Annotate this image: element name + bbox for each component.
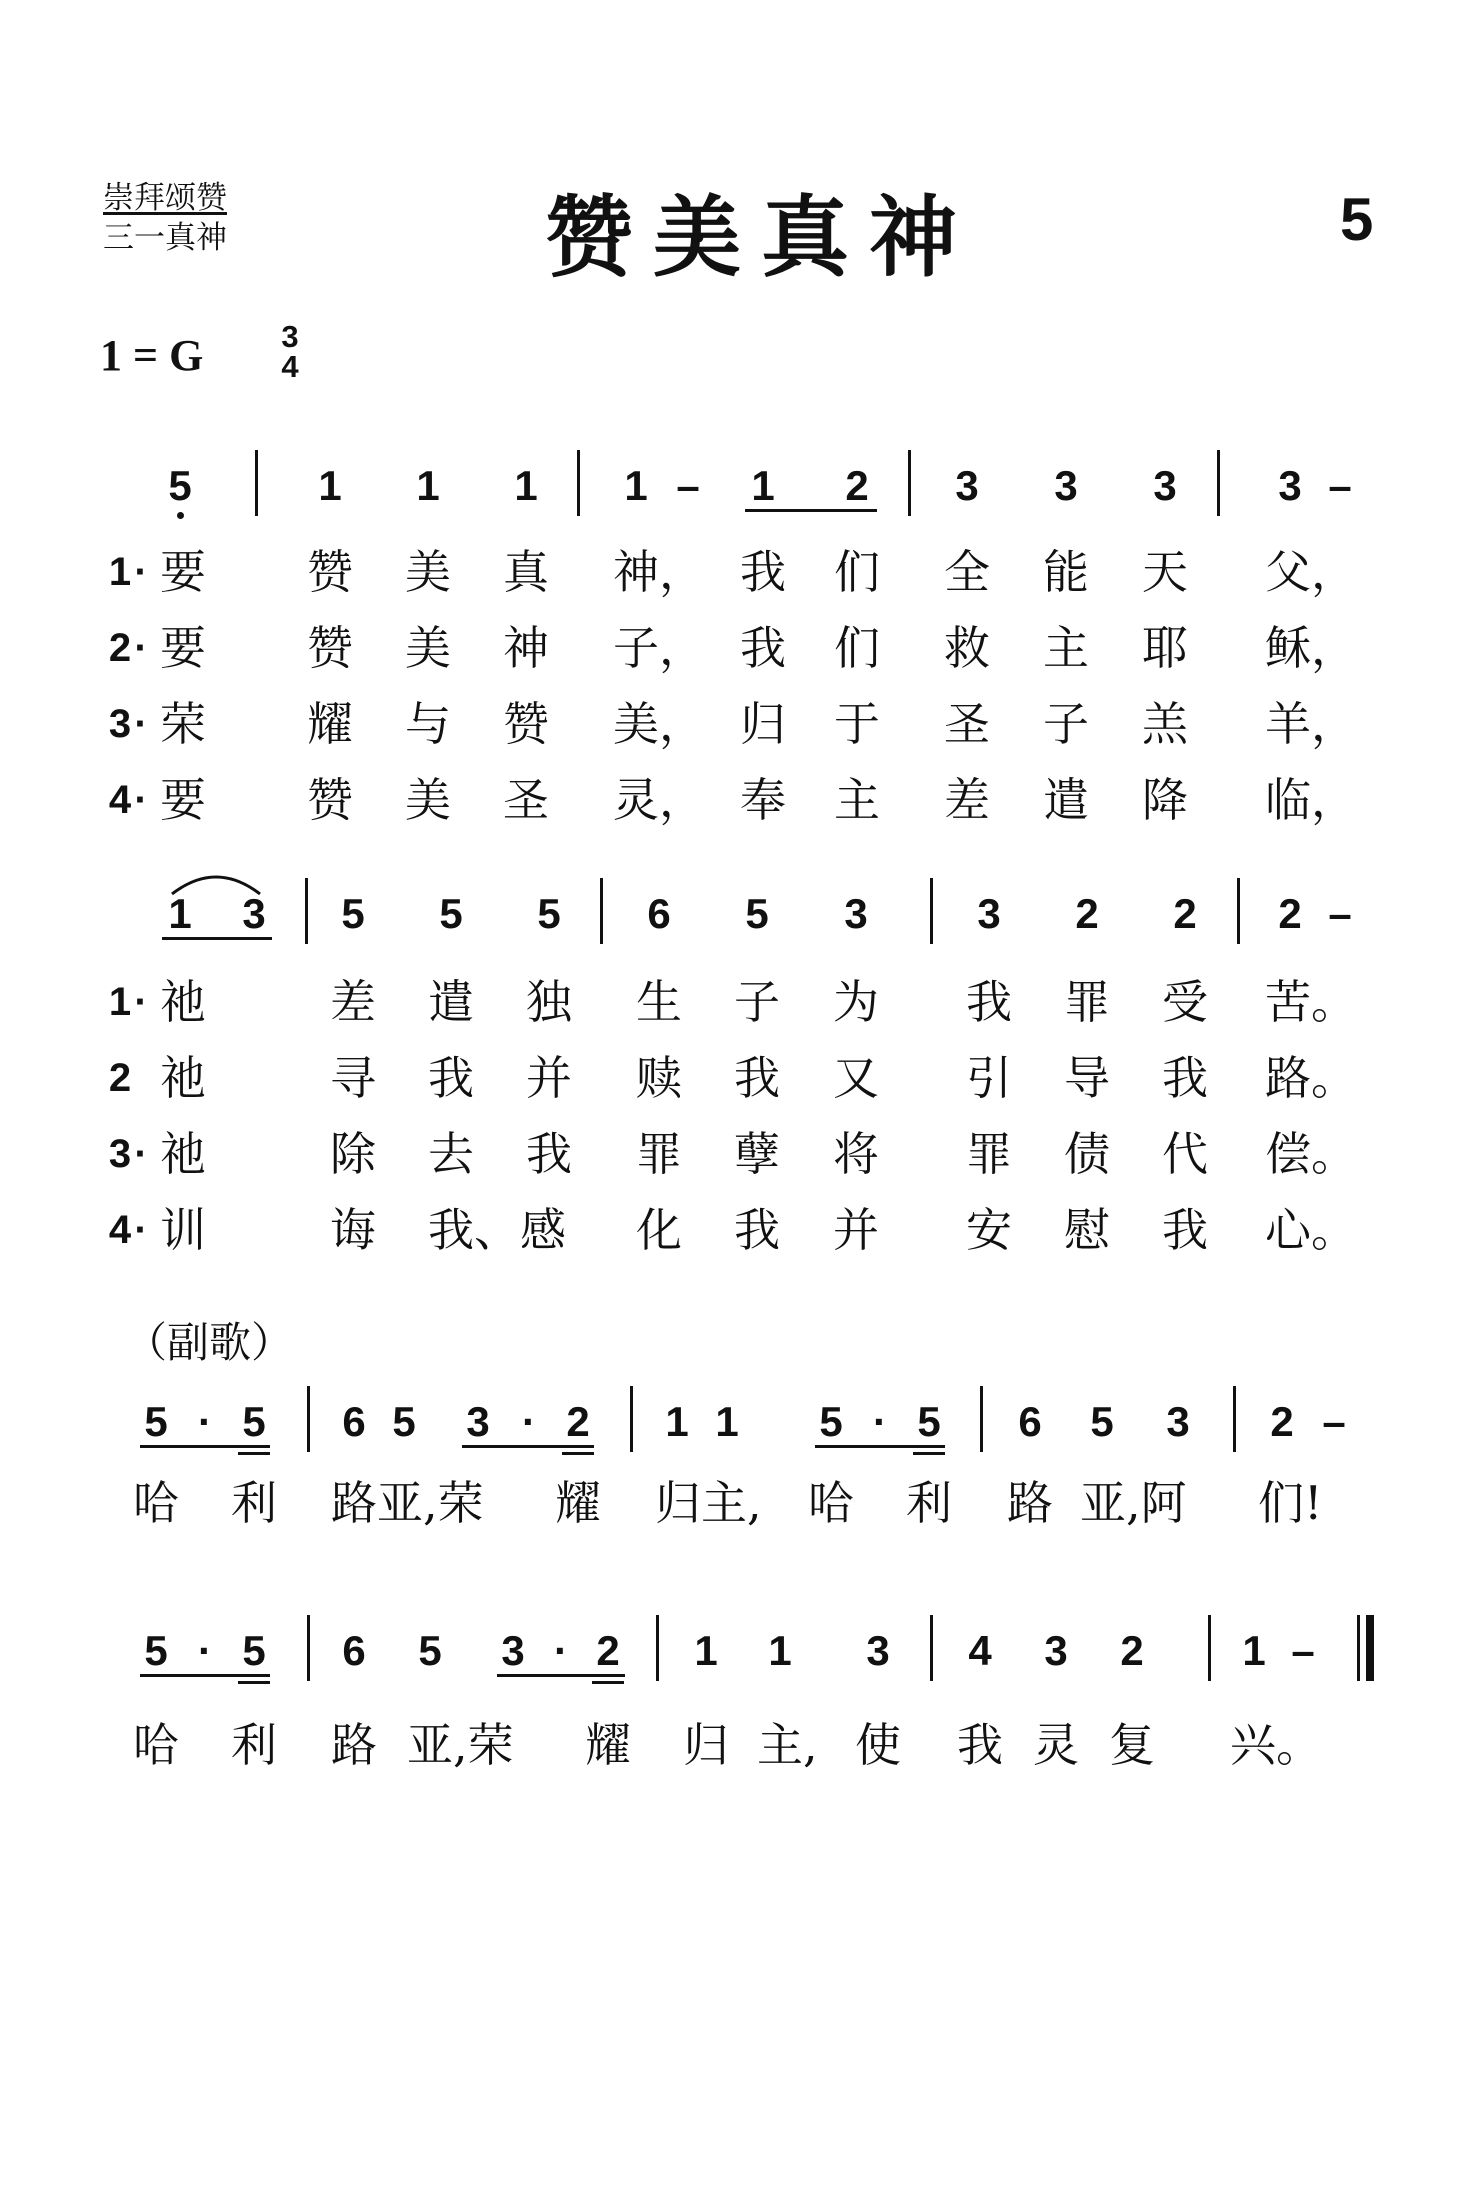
lyric: 差 [330, 975, 376, 1029]
lyric: 慰 [1064, 1203, 1110, 1257]
lyric: 圣 [944, 697, 990, 751]
lyric: 耀 [585, 1718, 631, 1772]
page-title: 赞美真神 [545, 185, 978, 289]
lyric: 罪 [1064, 975, 1110, 1029]
lyric: 降 [1142, 773, 1188, 827]
lyric: 我、感 [428, 1203, 566, 1257]
beam-underline-second [238, 1681, 270, 1684]
category-label: 崇拜颂赞 [103, 180, 227, 216]
barline [307, 1386, 310, 1452]
lyric: 罪 [966, 1127, 1012, 1181]
note: 5 [819, 1398, 843, 1445]
lyric: 救 [944, 621, 990, 675]
lyric: 路。 [1265, 1051, 1357, 1105]
lyric: 圣 [503, 773, 549, 827]
note: 1 [1242, 1627, 1266, 1674]
hymn-number: 5 [1340, 186, 1374, 253]
lyric: 债 [1064, 1127, 1110, 1181]
lyric: 与 [405, 697, 451, 751]
lyric: 哈 [133, 1718, 179, 1772]
note: 5 [418, 1627, 442, 1674]
lyric: 奉 [740, 773, 786, 827]
note: 5 [242, 1627, 266, 1674]
lyric: 赞 [307, 545, 353, 599]
lyric: 主 [834, 773, 880, 827]
lyric: 羔 [1142, 697, 1188, 751]
note: 3 [1166, 1398, 1190, 1445]
dot: · [873, 1398, 887, 1445]
lyric: 主 [1043, 621, 1089, 675]
lyric: 们! [1258, 1476, 1323, 1530]
barline [255, 450, 258, 516]
barline [1217, 450, 1220, 516]
note: 5 [341, 890, 365, 937]
lyric: 父， [1265, 545, 1357, 599]
note: 2 [1173, 890, 1197, 937]
beam-underline [745, 509, 877, 512]
lyric: 我 [966, 975, 1012, 1029]
note: 1 [665, 1398, 689, 1445]
lyric: 归 [683, 1718, 729, 1772]
note: 5 [144, 1398, 168, 1445]
lyric: 将 [833, 1127, 879, 1181]
dot: · [198, 1627, 212, 1674]
verse-number: 2 [108, 626, 132, 670]
lyric: 利 [231, 1718, 277, 1772]
lyric: 要 [160, 773, 206, 827]
beam-underline-second [238, 1452, 270, 1455]
lyric: 又 [833, 1051, 879, 1105]
lyric: 利 [231, 1476, 277, 1530]
barline [577, 450, 580, 516]
lyric: 我 [734, 1203, 780, 1257]
lyric: 灵， [613, 773, 705, 827]
lyric: 荣 [160, 697, 206, 751]
barline [630, 1386, 633, 1452]
lyric: 安 [966, 1203, 1012, 1257]
lyric: 耶 [1142, 621, 1188, 675]
barline [307, 1615, 310, 1681]
lyric: 亚,荣 [407, 1718, 514, 1772]
lyric: 为 [833, 975, 879, 1029]
lyric: 去 [428, 1127, 474, 1181]
note: 1 [694, 1627, 718, 1674]
lyric: 全 [944, 545, 990, 599]
time-top: 3 [281, 319, 299, 354]
note: 1 [168, 890, 192, 937]
lyric: 化 [636, 1203, 682, 1257]
lyric: 赎 [636, 1051, 682, 1105]
lyric: 训 [160, 1203, 206, 1257]
final-barline-thin [1357, 1615, 1360, 1681]
lyric: 哈 [808, 1476, 854, 1530]
lyric: 归 [740, 697, 786, 751]
lyric: 祂 [160, 1051, 206, 1105]
key-signature: 1 = G [100, 331, 204, 380]
note: 3 [1054, 462, 1078, 509]
lyric: 要 [160, 621, 206, 675]
barline [305, 878, 308, 944]
lyric: 诲 [330, 1203, 376, 1257]
verse-separator: · [134, 626, 148, 670]
note: 1 [715, 1398, 739, 1445]
note: 3 [1044, 1627, 1068, 1674]
lyric: 主, [757, 1718, 818, 1772]
lyric: 兴。 [1230, 1718, 1322, 1772]
lyric: 利 [906, 1476, 952, 1530]
beam-underline [140, 1674, 270, 1677]
lyric: 偿。 [1265, 1127, 1357, 1181]
lyric: 美 [405, 773, 451, 827]
final-barline-thick [1366, 1615, 1374, 1681]
dot: · [554, 1627, 568, 1674]
lyric: 美， [613, 697, 705, 751]
lyric: 我 [428, 1051, 474, 1105]
note: 3 [501, 1627, 525, 1674]
lyric: 路 [1007, 1476, 1053, 1530]
note: 2 [845, 462, 869, 509]
lyric: 路 [331, 1718, 377, 1772]
verse-number: 3 [108, 1132, 132, 1176]
barline [1208, 1615, 1211, 1681]
verse-separator: · [134, 702, 148, 746]
verse-number: 1 [108, 550, 132, 594]
refrain-label: （副歌） [125, 1318, 294, 1367]
note: 3 [466, 1398, 490, 1445]
lyric: 天 [1142, 545, 1188, 599]
beam-underline-second [913, 1452, 945, 1455]
lyric: 寻 [330, 1051, 376, 1105]
note: 3 [1153, 462, 1177, 509]
low-octave-dot [177, 512, 184, 519]
barline [656, 1615, 659, 1681]
dot: · [522, 1398, 536, 1445]
lyric: 我 [1162, 1051, 1208, 1105]
lyric: 并 [833, 1203, 879, 1257]
note: 6 [342, 1398, 366, 1445]
lyric: 美 [405, 545, 451, 599]
note: 1 [514, 462, 538, 509]
note: 5 [917, 1398, 941, 1445]
note: 5 [537, 890, 561, 937]
lyric: 归主, [655, 1476, 762, 1530]
note: 1 [416, 462, 440, 509]
lyric: 路亚,荣 [331, 1476, 484, 1530]
lyric: 们 [834, 621, 880, 675]
beam-underline-second [592, 1681, 624, 1684]
lyric: 耀 [555, 1476, 601, 1530]
lyric: 赞 [307, 773, 353, 827]
barline [1233, 1386, 1236, 1452]
beam-underline [140, 1445, 270, 1448]
beam-underline [162, 937, 272, 940]
lyric: 差 [944, 773, 990, 827]
lyric: 亚,阿 [1080, 1476, 1187, 1530]
verse-separator: · [134, 778, 148, 822]
dot: · [198, 1398, 212, 1445]
note: 5 [745, 890, 769, 937]
note: 6 [342, 1627, 366, 1674]
lyric: 神， [613, 545, 705, 599]
barline [1237, 878, 1240, 944]
note: 1 [751, 462, 775, 509]
dash: – [1322, 1398, 1346, 1445]
note: 6 [1018, 1398, 1042, 1445]
note: 5 [168, 462, 192, 509]
note: 3 [844, 890, 868, 937]
note: 2 [566, 1398, 590, 1445]
lyric: 心。 [1265, 1203, 1357, 1257]
lyric: 我 [740, 621, 786, 675]
lyric: 临， [1265, 773, 1357, 827]
lyric: 遣 [1043, 773, 1089, 827]
lyric: 神 [503, 621, 549, 675]
dash: – [676, 462, 700, 509]
verse-number: 4 [108, 1208, 132, 1252]
lyric: 赞 [503, 697, 549, 751]
lyric: 我 [734, 1051, 780, 1105]
note: 2 [1278, 890, 1302, 937]
lyric: 哈 [133, 1476, 179, 1530]
lyric: 子 [1043, 697, 1089, 751]
verse-number: 2 [108, 1056, 132, 1100]
lyric: 我 [957, 1718, 1003, 1772]
lyric: 于 [834, 697, 880, 751]
note: 2 [1270, 1398, 1294, 1445]
lyric: 我 [526, 1127, 572, 1181]
lyric: 我 [740, 545, 786, 599]
lyric: 耀 [307, 697, 353, 751]
lyric: 并 [526, 1051, 572, 1105]
lyric: 灵 [1033, 1718, 1079, 1772]
verse-separator: · [134, 1208, 148, 1252]
lyric: 羊， [1265, 697, 1357, 751]
note: 6 [647, 890, 671, 937]
note: 3 [1278, 462, 1302, 509]
verse-separator: · [134, 980, 148, 1024]
lyric: 受 [1162, 975, 1208, 1029]
lyric: 们 [834, 545, 880, 599]
barline [600, 878, 603, 944]
note: 5 [439, 890, 463, 937]
note: 3 [242, 890, 266, 937]
lyric: 要 [160, 545, 206, 599]
barline [980, 1386, 983, 1452]
time-bottom: 4 [281, 349, 299, 384]
note: 3 [955, 462, 979, 509]
note: 3 [866, 1627, 890, 1674]
verse-separator: · [134, 1132, 148, 1176]
lyric: 生 [636, 975, 682, 1029]
lyric: 代 [1162, 1127, 1208, 1181]
lyric: 真 [503, 545, 549, 599]
note: 2 [1120, 1627, 1144, 1674]
note: 3 [977, 890, 1001, 937]
note: 5 [144, 1627, 168, 1674]
subcategory-label: 三一真神 [103, 220, 227, 256]
lyric: 独 [526, 975, 572, 1029]
lyric: 苦。 [1265, 975, 1357, 1029]
lyric: 我 [1162, 1203, 1208, 1257]
note: 4 [968, 1627, 992, 1674]
lyric: 子 [734, 975, 780, 1029]
verse-number: 4 [108, 778, 132, 822]
beam-underline [497, 1674, 625, 1677]
lyric: 除 [330, 1127, 376, 1181]
lyric: 美 [405, 621, 451, 675]
beam-underline [815, 1445, 945, 1448]
barline [908, 450, 911, 516]
barline [930, 1615, 933, 1681]
note: 2 [596, 1627, 620, 1674]
note: 2 [1075, 890, 1099, 937]
lyric: 能 [1043, 545, 1089, 599]
verse-number: 3 [108, 702, 132, 746]
lyric: 子， [613, 621, 705, 675]
lyric: 孽 [734, 1127, 780, 1181]
beam-underline [462, 1445, 594, 1448]
lyric: 赞 [307, 621, 353, 675]
lyric: 祂 [160, 975, 206, 1029]
lyric: 复 [1109, 1718, 1155, 1772]
lyric: 引 [966, 1051, 1012, 1105]
verse-number: 1 [108, 980, 132, 1024]
note: 5 [392, 1398, 416, 1445]
note: 5 [1090, 1398, 1114, 1445]
lyric: 稣， [1265, 621, 1357, 675]
lyric: 使 [855, 1718, 901, 1772]
lyric: 罪 [636, 1127, 682, 1181]
lyric: 导 [1064, 1051, 1110, 1105]
dash: – [1328, 462, 1352, 509]
dash: – [1328, 890, 1352, 937]
note: 1 [318, 462, 342, 509]
note: 1 [768, 1627, 792, 1674]
verse-separator: · [134, 550, 148, 594]
note: 5 [242, 1398, 266, 1445]
lyric: 遣 [428, 975, 474, 1029]
time-signature [275, 319, 305, 384]
barline [930, 878, 933, 944]
beam-underline-second [562, 1452, 594, 1455]
lyric: 祂 [160, 1127, 206, 1181]
dash: – [1291, 1627, 1315, 1674]
note: 1 [624, 462, 648, 509]
